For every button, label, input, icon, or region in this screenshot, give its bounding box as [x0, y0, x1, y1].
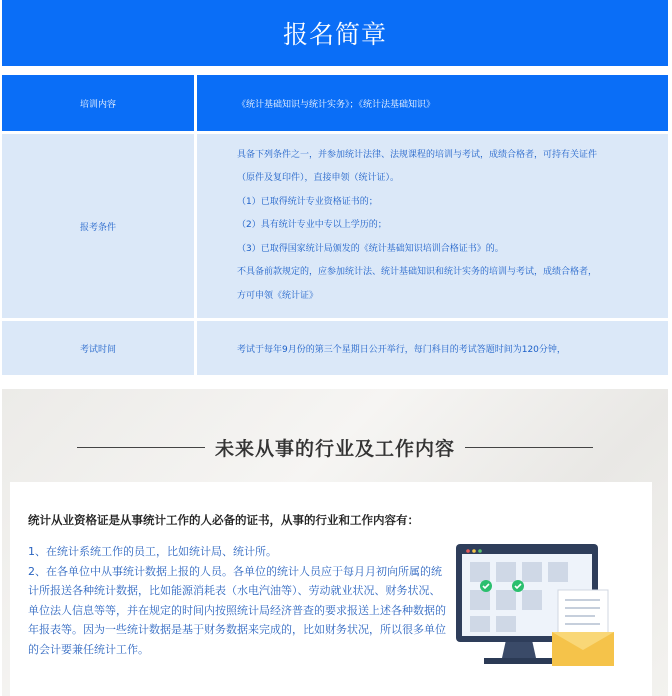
condition-line: （2）具有统计专业中专以上学历的；	[237, 220, 387, 231]
page-title: 报名简章	[282, 20, 387, 49]
training-text: 《统计基础知识与统计实务》；《统计法基础知识》	[237, 99, 436, 110]
row-value-exam-time	[197, 321, 668, 375]
row-label-conditions: 报考条件	[2, 134, 194, 318]
condition-line: 方可申领《统计证》	[237, 290, 319, 301]
heading-divider-left	[77, 447, 205, 448]
monitor-illustration	[450, 540, 620, 684]
row-label-exam-time: 考试时间	[2, 321, 194, 375]
section-heading	[2, 429, 668, 465]
table-row-conditions	[2, 134, 668, 318]
row-value-training	[197, 75, 668, 131]
row-value-conditions	[197, 134, 668, 318]
content-card	[10, 482, 652, 696]
lead-text: 统计从业资格证是从事统计工作的人必备的证书，从事的行业和工作内容有：	[28, 513, 419, 527]
list-item: 2、在各单位中从事统计数据上报的人员。各单位的统计人员应于每月月初向所属的统计所报送各种统计数据，比如能源消耗表（水电汽油等）、劳动就业状况、财务状况、单位法人信息等等，并在规定的时间内按照统计局经济普查的要求报送上述各种数据的年报表等。因为一些统计数据是基于财务数据来完成的，比如财务状况，所以很多单位的会计要兼任统计工作。	[28, 564, 446, 656]
condition-line: （原件及复印件），直接申领（统计证）。	[237, 173, 400, 184]
condition-line: 不具备前款规定的，应参加统计法、统计基础知识和统计实务的培训与考试，成绩合格者，	[237, 267, 598, 278]
career-section	[2, 389, 668, 696]
table-row-training	[2, 75, 668, 131]
row-label-training: 培训内容	[2, 75, 194, 131]
heading-divider-right	[465, 447, 593, 448]
list-item: 1、在统计系统工作的员工，比如统计局、统计所。	[28, 545, 277, 558]
condition-line: （1）已取得统计专业资格证书的；	[237, 196, 378, 207]
exam-time-text: 考试于每年9月份的第三个星期日公开举行，每门科目的考试答题时间为120分钟，	[237, 344, 566, 355]
page-banner	[2, 0, 668, 66]
career-list	[28, 542, 448, 659]
info-table	[2, 75, 668, 378]
table-row-exam-time	[2, 321, 668, 375]
section-title: 未来从事的行业及工作内容	[214, 437, 455, 460]
monitor-icon	[450, 540, 620, 680]
condition-line: （3）已取得国家统计局颁发的《统计基础知识培训合格证书》的。	[237, 243, 504, 254]
condition-line: 具备下列条件之一，并参加统计法律、法规课程的培训与考试，成绩合格者，可持有关证件	[237, 149, 598, 160]
